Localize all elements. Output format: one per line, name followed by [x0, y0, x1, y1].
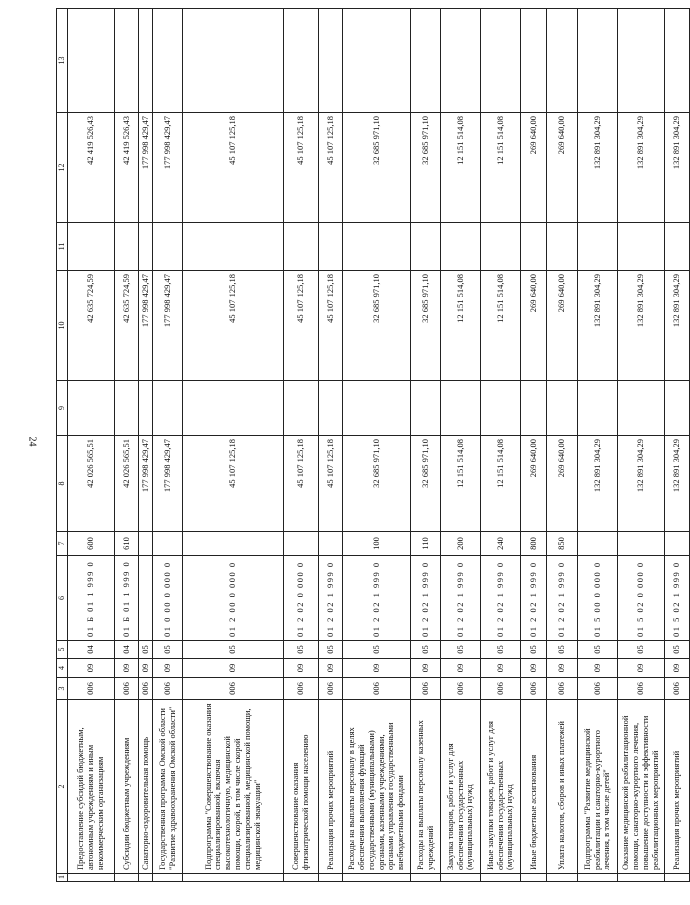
- target-article-cell: [139, 556, 153, 641]
- col9-cell: [441, 381, 481, 436]
- col11-cell: [153, 223, 183, 271]
- table-row: [411, 9, 441, 882]
- admin-code-cell: 006: [441, 678, 481, 700]
- table-row: [547, 9, 578, 882]
- subsection-code-cell: 05: [284, 641, 319, 659]
- section-code-cell: 09: [618, 659, 665, 678]
- header-cell: 1: [57, 874, 68, 882]
- subsection-code-cell: 05: [153, 641, 183, 659]
- expense-type-cell: 200: [441, 532, 481, 556]
- amount-col12-cell: 32 685 971,10: [343, 113, 411, 223]
- row-name-cell: Реализация прочих мероприятий: [665, 700, 690, 874]
- row-name-cell: Совершенствование оказания фтизиатрической помощи населению: [284, 700, 319, 874]
- amount-col8-cell: 32 685 971,10: [411, 436, 441, 532]
- col13-cell: [578, 9, 618, 113]
- expense-type-cell: [284, 532, 319, 556]
- table-row: [618, 9, 665, 882]
- col13-cell: [521, 9, 547, 113]
- amount-col8-cell: 45 107 125,18: [183, 436, 284, 532]
- table-row: [115, 9, 139, 882]
- amount-col12-cell: 132 891 304,29: [665, 113, 690, 223]
- admin-code-cell: 006: [411, 678, 441, 700]
- target-article-cell: 01 2 02 1 999 0: [411, 556, 441, 641]
- target-article-cell: 01 Б 01 1 999 0: [68, 556, 115, 641]
- col11-cell: [139, 223, 153, 271]
- col11-cell: [284, 223, 319, 271]
- header-cell: 12: [57, 113, 68, 223]
- subsection-code-cell: 05: [411, 641, 441, 659]
- amount-col8-cell: 32 685 971,10: [343, 436, 411, 532]
- col9-cell: [115, 381, 139, 436]
- expense-type-cell: 610: [115, 532, 139, 556]
- section-code-cell: 09: [547, 659, 578, 678]
- col13-cell: [441, 9, 481, 113]
- col11-cell: [578, 223, 618, 271]
- row-number-cell: [578, 874, 618, 882]
- row-number-cell: [139, 874, 153, 882]
- row-number-cell: [411, 874, 441, 882]
- table-row: [153, 9, 183, 882]
- table-row: [284, 9, 319, 882]
- col11-cell: [411, 223, 441, 271]
- amount-col8-cell: 12 151 514,08: [441, 436, 481, 532]
- header-cell: 7: [57, 532, 68, 556]
- amount-col10-cell: 132 891 304,29: [665, 271, 690, 381]
- row-number-cell: [521, 874, 547, 882]
- header-cell: 9: [57, 381, 68, 436]
- admin-code-cell: 006: [319, 678, 343, 700]
- admin-code-cell: 006: [68, 678, 115, 700]
- table-row: [343, 9, 411, 882]
- amount-col12-cell: 132 891 304,29: [578, 113, 618, 223]
- section-code-cell: 09: [343, 659, 411, 678]
- col13-cell: [115, 9, 139, 113]
- subsection-code-cell: 05: [547, 641, 578, 659]
- target-article-cell: 01 2 02 1 999 0: [521, 556, 547, 641]
- row-number-cell: [153, 874, 183, 882]
- col11-cell: [68, 223, 115, 271]
- amount-col8-cell: 177 998 429,47: [153, 436, 183, 532]
- section-code-cell: 09: [153, 659, 183, 678]
- budget-table: [56, 8, 690, 882]
- table-row: [521, 9, 547, 882]
- amount-col10-cell: 12 151 514,08: [441, 271, 481, 381]
- amount-col12-cell: 45 107 125,18: [284, 113, 319, 223]
- header-cell: 2: [57, 700, 68, 874]
- row-number-cell: [665, 874, 690, 882]
- row-number-cell: [284, 874, 319, 882]
- row-name-cell: Подпрограмма "Совершенствование оказания специализированной, включая высокотехнологичную, медицинской помощи, скорой, в том числе скорой специализированной, медицинской помощи, медицинской эвакуации": [183, 700, 284, 874]
- amount-col10-cell: 177 998 429,47: [139, 271, 153, 381]
- section-code-cell: 09: [68, 659, 115, 678]
- subsection-code-cell: 05: [618, 641, 665, 659]
- row-number-cell: [319, 874, 343, 882]
- expense-type-cell: [618, 532, 665, 556]
- row-number-cell: [481, 874, 521, 882]
- target-article-cell: 01 Б 01 1 999 0: [115, 556, 139, 641]
- row-name-cell: Реализация прочих мероприятий: [319, 700, 343, 874]
- row-number-cell: [547, 874, 578, 882]
- subsection-code-cell: 05: [481, 641, 521, 659]
- target-article-cell: 01 5 02 1 999 0: [665, 556, 690, 641]
- row-name-cell: Расходы на выплаты персоналу в целях обеспечения выполнения функций государственными (муниципальными) органами, казенными учреждениями, органами управления государственными внебюджетными фондами: [343, 700, 411, 874]
- col9-cell: [153, 381, 183, 436]
- amount-col10-cell: 269 640,00: [547, 271, 578, 381]
- row-name-cell: Государственная программа Омской области "Развитие здравоохранения Омской области": [153, 700, 183, 874]
- expense-type-cell: [665, 532, 690, 556]
- header-cell: 6: [57, 556, 68, 641]
- header-cell: 13: [57, 9, 68, 113]
- row-number-cell: [183, 874, 284, 882]
- amount-col12-cell: 177 998 429,47: [153, 113, 183, 223]
- header-cell: 4: [57, 659, 68, 678]
- amount-col12-cell: 45 107 125,18: [183, 113, 284, 223]
- section-code-cell: 09: [411, 659, 441, 678]
- row-number-cell: [618, 874, 665, 882]
- table-row: [665, 9, 690, 882]
- row-name-cell: Уплата налогов, сборов и иных платежей: [547, 700, 578, 874]
- table-header: [57, 9, 68, 882]
- header-cell: 11: [57, 223, 68, 271]
- col11-cell: [115, 223, 139, 271]
- header-cell: 5: [57, 641, 68, 659]
- subsection-code-cell: 05: [319, 641, 343, 659]
- expense-type-cell: 600: [68, 532, 115, 556]
- amount-col8-cell: 177 998 429,47: [139, 436, 153, 532]
- col11-cell: [343, 223, 411, 271]
- row-name-cell: Расходы на выплаты персоналу казенных учреждений: [411, 700, 441, 874]
- expense-type-cell: [153, 532, 183, 556]
- subsection-code-cell: 05: [139, 641, 153, 659]
- amount-col10-cell: 132 891 304,29: [618, 271, 665, 381]
- col9-cell: [343, 381, 411, 436]
- amount-col12-cell: 177 998 429,47: [139, 113, 153, 223]
- amount-col10-cell: 32 685 971,10: [343, 271, 411, 381]
- section-code-cell: 09: [441, 659, 481, 678]
- col9-cell: [665, 381, 690, 436]
- col9-cell: [284, 381, 319, 436]
- col11-cell: [547, 223, 578, 271]
- row-name-cell: Субсидии бюджетным учреждениям: [115, 700, 139, 874]
- col9-cell: [68, 381, 115, 436]
- expense-type-cell: 850: [547, 532, 578, 556]
- amount-col12-cell: 12 151 514,08: [441, 113, 481, 223]
- admin-code-cell: 006: [547, 678, 578, 700]
- header-cell: 3: [57, 678, 68, 700]
- subsection-code-cell: 04: [115, 641, 139, 659]
- col13-cell: [284, 9, 319, 113]
- col13-cell: [68, 9, 115, 113]
- row-number-cell: [68, 874, 115, 882]
- row-name-cell: Оказание медицинской реабилитационной помощи, санаторно-курортного лечения, повышение доступности и эффективности реабилитационных мероприятий: [618, 700, 665, 874]
- col13-cell: [411, 9, 441, 113]
- section-code-cell: 09: [139, 659, 153, 678]
- col13-cell: [343, 9, 411, 113]
- col11-cell: [481, 223, 521, 271]
- subsection-code-cell: 05: [665, 641, 690, 659]
- amount-col8-cell: 132 891 304,29: [618, 436, 665, 532]
- amount-col8-cell: 132 891 304,29: [578, 436, 618, 532]
- col11-cell: [521, 223, 547, 271]
- amount-col10-cell: 45 107 125,18: [183, 271, 284, 381]
- section-code-cell: 09: [319, 659, 343, 678]
- target-article-cell: 01 5 02 0 000 0: [618, 556, 665, 641]
- amount-col12-cell: 45 107 125,18: [319, 113, 343, 223]
- amount-col8-cell: 269 640,00: [547, 436, 578, 532]
- amount-col12-cell: 12 151 514,08: [481, 113, 521, 223]
- table-row: [319, 9, 343, 882]
- target-article-cell: 01 0 00 0 000 0: [153, 556, 183, 641]
- amount-col10-cell: 42 635 724,59: [68, 271, 115, 381]
- col13-cell: [665, 9, 690, 113]
- amount-col12-cell: 32 685 971,10: [411, 113, 441, 223]
- expense-type-cell: [578, 532, 618, 556]
- col11-cell: [618, 223, 665, 271]
- target-article-cell: 01 2 02 1 999 0: [481, 556, 521, 641]
- amount-col10-cell: 12 151 514,08: [481, 271, 521, 381]
- admin-code-cell: 006: [521, 678, 547, 700]
- amount-col8-cell: 45 107 125,18: [284, 436, 319, 532]
- amount-col10-cell: 132 891 304,29: [578, 271, 618, 381]
- table-row: [481, 9, 521, 882]
- expense-type-cell: 240: [481, 532, 521, 556]
- amount-col10-cell: 177 998 429,47: [153, 271, 183, 381]
- col13-cell: [139, 9, 153, 113]
- col13-cell: [547, 9, 578, 113]
- row-name-cell: Иные закупки товаров, работ и услуг для обеспечения государственных (муниципальных) нужд: [481, 700, 521, 874]
- rotated-page: [56, 9, 682, 882]
- amount-col12-cell: 42 419 526,43: [68, 113, 115, 223]
- target-article-cell: 01 2 02 1 999 0: [319, 556, 343, 641]
- col13-cell: [481, 9, 521, 113]
- subsection-code-cell: 05: [183, 641, 284, 659]
- expense-type-cell: [183, 532, 284, 556]
- amount-col10-cell: 45 107 125,18: [284, 271, 319, 381]
- target-article-cell: 01 2 02 1 999 0: [343, 556, 411, 641]
- col11-cell: [319, 223, 343, 271]
- table-row: [139, 9, 153, 882]
- section-code-cell: 09: [284, 659, 319, 678]
- amount-col8-cell: 45 107 125,18: [319, 436, 343, 532]
- section-code-cell: 09: [665, 659, 690, 678]
- admin-code-cell: 006: [578, 678, 618, 700]
- col9-cell: [547, 381, 578, 436]
- header-cell: 8: [57, 436, 68, 532]
- amount-col8-cell: 132 891 304,29: [665, 436, 690, 532]
- subsection-code-cell: 04: [68, 641, 115, 659]
- expense-type-cell: 800: [521, 532, 547, 556]
- row-name-cell: Санаторно-оздоровительная помощь: [139, 700, 153, 874]
- row-name-cell: Предоставление субсидий бюджетным, автономным учреждениям и иным некоммерческим организациям: [68, 700, 115, 874]
- table-row: [441, 9, 481, 882]
- section-code-cell: 09: [115, 659, 139, 678]
- amount-col12-cell: 42 419 526,43: [115, 113, 139, 223]
- col13-cell: [319, 9, 343, 113]
- amount-col8-cell: 269 640,00: [521, 436, 547, 532]
- target-article-cell: 01 2 02 1 999 0: [547, 556, 578, 641]
- col9-cell: [183, 381, 284, 436]
- section-code-cell: 09: [578, 659, 618, 678]
- row-name-cell: Закупка товаров, работ и услуг для обеспечения государственных (муниципальных) нужд: [441, 700, 481, 874]
- row-number-cell: [115, 874, 139, 882]
- table-row: [183, 9, 284, 882]
- subsection-code-cell: 05: [521, 641, 547, 659]
- amount-col10-cell: 42 635 724,59: [115, 271, 139, 381]
- row-name-cell: Подпрограмма "Развитие медицинской реабилитации и санаторно-курортного лечения, в том числе детей": [578, 700, 618, 874]
- row-number-cell: [441, 874, 481, 882]
- subsection-code-cell: 05: [578, 641, 618, 659]
- admin-code-cell: 006: [618, 678, 665, 700]
- amount-col8-cell: 42 026 565,51: [115, 436, 139, 532]
- col13-cell: [153, 9, 183, 113]
- section-code-cell: 09: [481, 659, 521, 678]
- col9-cell: [481, 381, 521, 436]
- amount-col10-cell: 45 107 125,18: [319, 271, 343, 381]
- target-article-cell: 01 2 02 0 000 0: [284, 556, 319, 641]
- admin-code-cell: 006: [153, 678, 183, 700]
- expense-type-cell: 100: [343, 532, 411, 556]
- page-number: 24: [26, 436, 38, 447]
- row-name-cell: Иные бюджетные ассигнования: [521, 700, 547, 874]
- col9-cell: [578, 381, 618, 436]
- target-article-cell: 01 2 02 1 999 0: [441, 556, 481, 641]
- table-row: [68, 9, 115, 882]
- table-row: [578, 9, 618, 882]
- admin-code-cell: 006: [115, 678, 139, 700]
- expense-type-cell: [139, 532, 153, 556]
- col11-cell: [183, 223, 284, 271]
- col11-cell: [441, 223, 481, 271]
- col13-cell: [183, 9, 284, 113]
- expense-type-cell: [319, 532, 343, 556]
- admin-code-cell: 006: [284, 678, 319, 700]
- admin-code-cell: 006: [481, 678, 521, 700]
- admin-code-cell: 006: [665, 678, 690, 700]
- section-code-cell: 09: [183, 659, 284, 678]
- col9-cell: [618, 381, 665, 436]
- amount-col10-cell: 32 685 971,10: [411, 271, 441, 381]
- col9-cell: [139, 381, 153, 436]
- col13-cell: [618, 9, 665, 113]
- amount-col12-cell: 269 640,00: [547, 113, 578, 223]
- expense-type-cell: 110: [411, 532, 441, 556]
- row-number-cell: [343, 874, 411, 882]
- subsection-code-cell: 05: [441, 641, 481, 659]
- col9-cell: [411, 381, 441, 436]
- amount-col12-cell: 132 891 304,29: [618, 113, 665, 223]
- admin-code-cell: 006: [139, 678, 153, 700]
- admin-code-cell: 006: [183, 678, 284, 700]
- amount-col8-cell: 42 026 565,51: [68, 436, 115, 532]
- amount-col12-cell: 269 640,00: [521, 113, 547, 223]
- target-article-cell: 01 5 00 0 000 0: [578, 556, 618, 641]
- header-cell: 10: [57, 271, 68, 381]
- target-article-cell: 01 2 00 0 000 0: [183, 556, 284, 641]
- subsection-code-cell: 05: [343, 641, 411, 659]
- col9-cell: [521, 381, 547, 436]
- amount-col8-cell: 12 151 514,08: [481, 436, 521, 532]
- section-code-cell: 09: [521, 659, 547, 678]
- amount-col10-cell: 269 640,00: [521, 271, 547, 381]
- header-row: [57, 9, 68, 882]
- admin-code-cell: 006: [343, 678, 411, 700]
- col11-cell: [665, 223, 690, 271]
- table-body: [68, 9, 690, 882]
- col9-cell: [319, 381, 343, 436]
